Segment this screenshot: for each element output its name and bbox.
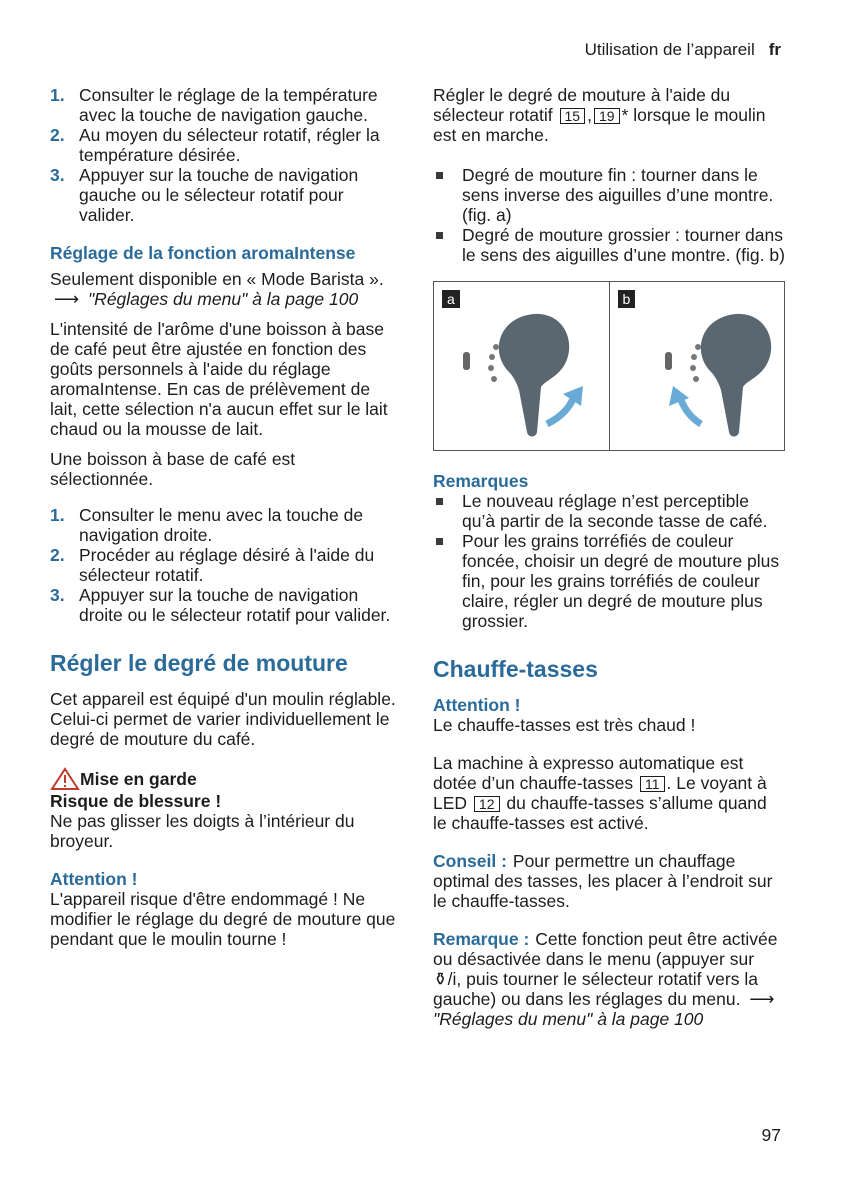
list-item [50, 505, 400, 545]
note-paragraph [433, 929, 785, 1029]
part-reference: 11 [640, 776, 665, 792]
step-text: Au moyen du sélecteur rotatif, régler la température désirée. [79, 125, 380, 165]
cup-attention-text: Le chauffe-tasses est très chaud ! [433, 715, 696, 735]
step-text: Consulter le réglage de la température avec la touche de navigation gauche. [79, 85, 378, 125]
header-section: Utilisation de l’appareil [584, 40, 755, 59]
grind-intro: Régler le degré de mouture à l'aide du sélecteur rotatif 15 , 19 * lorsque le moulin est en marche. [433, 85, 766, 145]
cup-warmer-heading: Chauffe-tasses [433, 656, 598, 682]
cup-description [433, 753, 785, 833]
steps-aroma [50, 505, 400, 625]
list-item [50, 125, 400, 165]
warning-title-text: Mise en garde [80, 769, 197, 789]
part-reference: 12 [474, 796, 500, 812]
part-reference: 15 [560, 108, 586, 124]
warning-text: Ne pas glisser les doigts à l’intérieur du broyeur. [50, 811, 355, 851]
remarks-heading: Remarques [433, 471, 529, 491]
aroma-availability-text: Seulement disponible en « Mode Barista ». [50, 269, 384, 289]
list-item [50, 85, 400, 125]
list-item [50, 585, 400, 625]
figure-label: a [442, 290, 460, 308]
cup-attention-title: Attention ! [433, 695, 521, 715]
arrow-icon: ⟶ [54, 289, 80, 309]
list-item: Degré de mouture fin : tourner dans le sens inverse des aiguilles d’une montre. (fig. a) [433, 165, 785, 225]
grind-heading: Régler le degré de mouture [50, 650, 348, 676]
cup-description-text: du chauffe-tasses s’allume quand le chauffe-tasses est activé. [433, 793, 767, 833]
step-number: 3. [50, 165, 65, 185]
step-text: Consulter le menu avec la touche de navigation droite. [79, 505, 364, 545]
step-number: 2. [50, 545, 65, 565]
arrow-icon: ⟶ [749, 989, 775, 1009]
step-number: 3. [50, 585, 65, 605]
cup-description-text: La machine à expresso automatique est dotée d’un chauffe-tasses [433, 753, 744, 793]
remarks-list [433, 491, 785, 631]
figure-a [434, 282, 609, 450]
aroma-precondition: Une boisson à base de café est sélectionnée. [50, 449, 296, 489]
list-item: Pour les grains torréfiés de couleur foncée, choisir un degré de mouture plus fin, pour les grains torréfiés de couleur claire, régler un degré de mouture plus grossier. [433, 531, 785, 631]
grinder-figures [433, 281, 785, 451]
figure-label: b [618, 290, 636, 308]
note-text: , puis tourner le sélecteur rotatif vers la gauche) ou dans les réglages du menu. [433, 969, 758, 1009]
step-number: 1. [50, 85, 65, 105]
warning-subtitle: Risque de blessure ! [50, 791, 222, 811]
part-reference: 19 [594, 108, 620, 124]
step-number: 2. [50, 125, 65, 145]
list-item [50, 545, 400, 585]
cross-reference-link[interactable]: "Réglages du menu" à la page 100 [87, 289, 359, 309]
tip-paragraph [433, 851, 785, 911]
right-column [433, 85, 785, 1039]
tip-text: Pour permettre un chauffage optimal des tasses, les placer à l’endroit sur le chauffe-tasses. [433, 851, 773, 911]
list-item: Degré de mouture grossier : tourner dans le sens des aiguilles d’une montre. (fig. b) [433, 225, 785, 265]
aroma-availability [50, 269, 400, 309]
grind-intro-text: Régler le degré de mouture à l'aide du sélecteur rotatif [433, 85, 731, 125]
warning-title [50, 767, 400, 791]
page-header [585, 40, 781, 60]
page-number: 97 [761, 1125, 781, 1145]
note-text: Cette fonction peut être activée ou désactivée dans le menu (appuyer sur [433, 929, 778, 969]
grind-description: Cet appareil est équipé d'un moulin réglable. Celui-ci permet de varier individuellement le degré de mouture du café. [50, 689, 396, 749]
attention-title: Attention ! [50, 869, 138, 889]
attention-text: L'appareil risque d'être endommagé ! Ne modifier le réglage du degré de mouture que pendant que le moulin tourne ! [50, 889, 396, 949]
step-number: 1. [50, 505, 65, 525]
cross-reference-link[interactable]: "Réglages du menu" à la page 100 [433, 1009, 704, 1029]
cup-info-icon: ⚱/i [433, 969, 457, 989]
grinder-knob-clockwise-icon [655, 302, 795, 442]
grind-bullets [433, 165, 785, 265]
cup-description-text: . Le voyant à LED [433, 773, 767, 813]
list-item: Le nouveau réglage n’est perceptible qu’à partir de la seconde tasse de café. [433, 491, 785, 531]
grinder-knob-counterclockwise-icon [459, 302, 599, 442]
figure-b [609, 282, 785, 450]
list-item [50, 165, 400, 225]
step-text: Appuyer sur la touche de navigation droite ou le sélecteur rotatif pour valider. [79, 585, 391, 625]
tip-label: Conseil : [433, 851, 507, 871]
step-text: Appuyer sur la touche de navigation gauche ou le sélecteur rotatif pour valider. [79, 165, 359, 225]
note-label: Remarque : [433, 929, 530, 949]
warning-triangle-icon [50, 767, 80, 791]
grind-intro-text-end: * lorsque le moulin est en marche. [433, 105, 766, 145]
left-column [50, 85, 400, 959]
step-text: Procéder au réglage désiré à l'aide du sélecteur rotatif. [79, 545, 375, 585]
aroma-heading: Réglage de la fonction aromaIntense [50, 243, 356, 263]
steps-temperature [50, 85, 400, 225]
aroma-description: L'intensité de l'arôme d'une boisson à base de café peut être ajustée en fonction des goûts personnels à l'aide du réglage aromaIntense. En cas de prélèvement de lait, cette sélection n'a aucun effet sur le lait chaud ou la mousse de lait. [50, 319, 388, 439]
header-lang: fr [768, 40, 781, 59]
